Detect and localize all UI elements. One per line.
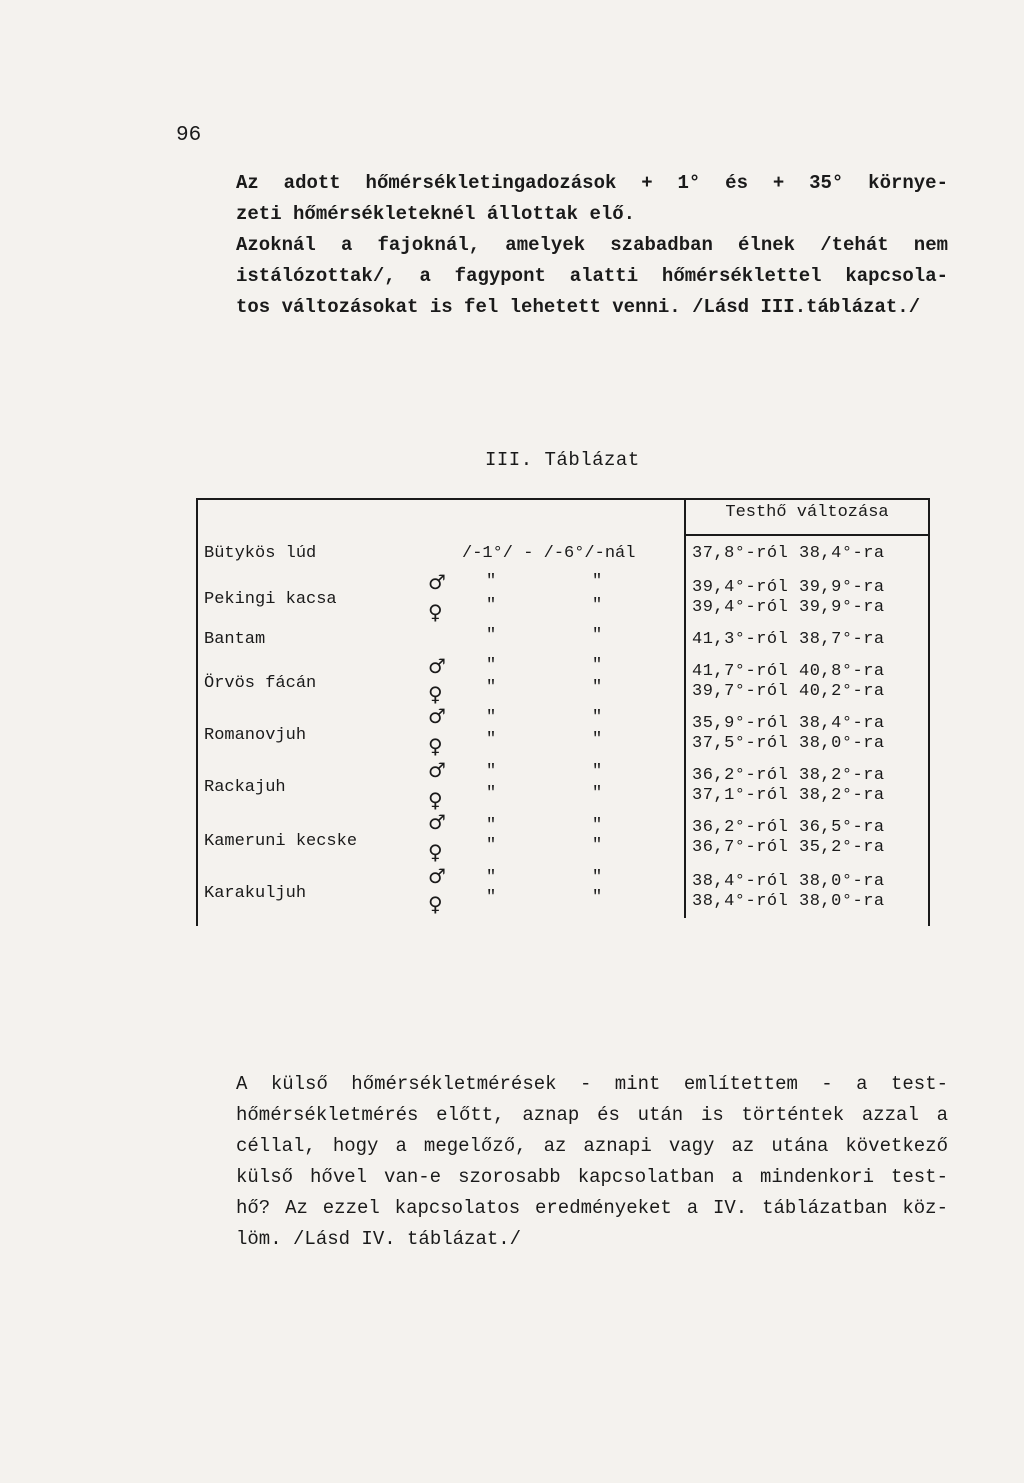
- value-cell: 35,9°-ról 38,4°-ra: [692, 714, 885, 733]
- female-symbol: ♀: [428, 734, 443, 758]
- ditto-mark: ": [592, 626, 603, 645]
- text-line: zeti hőmérsékleteknél állottak elő.: [236, 203, 636, 225]
- text-line: külső hővel van-e szorosabb kapcsolatban a mindenkori test-: [236, 1166, 948, 1188]
- female-symbol: ♀: [428, 788, 443, 812]
- ditto-mark: ": [486, 708, 497, 727]
- ditto-mark: ": [592, 762, 603, 781]
- ditto-mark: ": [592, 708, 603, 727]
- table-right-border: [928, 498, 930, 926]
- paragraph-intro: [236, 168, 948, 230]
- ditto-mark: ": [486, 678, 497, 697]
- table-mid-border: [684, 498, 686, 918]
- ditto-mark: ": [592, 816, 603, 835]
- row-name-orvos-facan: Örvös fácán: [204, 674, 317, 693]
- female-symbol: ♀: [428, 600, 443, 624]
- table-top-border: [196, 498, 930, 500]
- row-name-butykos-lud: Bütykös lúd: [204, 544, 317, 563]
- value-cell: 37,5°-ról 38,0°-ra: [692, 734, 885, 753]
- row-name-romanovjuh: Romanovjuh: [204, 726, 307, 745]
- value-cell: 39,4°-ról 39,9°-ra: [692, 578, 885, 597]
- ditto-mark: ": [592, 730, 603, 749]
- ditto-mark: ": [592, 678, 603, 697]
- paragraph-external-measurements: [236, 1069, 948, 1255]
- ditto-mark: ": [486, 656, 497, 675]
- table-header: Testhő változása: [725, 503, 889, 522]
- value-cell: 39,7°-ról 40,2°-ra: [692, 682, 885, 701]
- male-symbol: ♂: [428, 758, 446, 782]
- value-cell: 38,4°-ról 38,0°-ra: [692, 892, 885, 911]
- table-title: III. Táblázat: [485, 449, 640, 471]
- ditto-mark: ": [486, 868, 497, 887]
- text-line: hőmérsékletmérés előtt, aznap és után is történtek azzal a: [236, 1104, 948, 1126]
- male-symbol: ♂: [428, 570, 446, 594]
- ditto-mark: ": [486, 626, 497, 645]
- text-line: tos változásokat is fel lehetett venni. /Lásd III.táblázat./: [236, 296, 921, 318]
- text-line: istálózottak/, a fagypont alatti hőmérséklettel kapcsola-: [236, 265, 948, 287]
- ditto-mark: ": [486, 836, 497, 855]
- ditto-mark: ": [486, 572, 497, 591]
- row-name-kameruni-kecske: Kameruni kecske: [204, 832, 358, 851]
- text-line: A külső hőmérsékletmérések - mint említettem - a test-: [236, 1073, 948, 1095]
- ditto-mark: ": [592, 868, 603, 887]
- row-name-karakuljuh: Karakuljuh: [204, 884, 307, 903]
- value-cell: 37,8°-ról 38,4°-ra: [692, 544, 885, 563]
- ditto-mark: ": [592, 784, 603, 803]
- ditto-mark: ": [486, 888, 497, 907]
- ditto-mark: ": [592, 836, 603, 855]
- value-cell: 38,4°-ról 38,0°-ra: [692, 872, 885, 891]
- male-symbol: ♂: [428, 704, 446, 728]
- row-name-pekingi-kacsa: Pekingi kacsa: [204, 590, 337, 609]
- male-symbol: ♂: [428, 654, 446, 678]
- text-line: céllal, hogy a megelőző, az aznapi vagy az utána következő: [236, 1135, 948, 1157]
- female-symbol: ♀: [428, 892, 443, 916]
- text-line: hő? Az ezzel kapcsolatos eredményeket a IV. táblázatban köz-: [236, 1197, 948, 1219]
- value-cell: 36,7°-ról 35,2°-ra: [692, 838, 885, 857]
- value-cell: 41,3°-ról 38,7°-ra: [692, 630, 885, 649]
- value-cell: 36,2°-ról 38,2°-ra: [692, 766, 885, 785]
- ditto-mark: ": [592, 596, 603, 615]
- page-number: 96: [176, 124, 202, 147]
- temperature-table: [196, 498, 930, 926]
- value-cell: 39,4°-ról 39,9°-ra: [692, 598, 885, 617]
- ditto-mark: ": [486, 816, 497, 835]
- ditto-mark: ": [486, 762, 497, 781]
- paragraph-species: [236, 230, 948, 323]
- value-cell: 41,7°-ról 40,8°-ra: [692, 662, 885, 681]
- ditto-mark: ": [592, 572, 603, 591]
- ditto-mark: ": [592, 888, 603, 907]
- male-symbol: ♂: [428, 864, 446, 888]
- ditto-mark: ": [486, 730, 497, 749]
- female-symbol: ♀: [428, 840, 443, 864]
- condition-label: /-1°/ - /-6°/-nál: [462, 544, 636, 563]
- ditto-mark: ": [486, 596, 497, 615]
- value-cell: 37,1°-ról 38,2°-ra: [692, 786, 885, 805]
- value-cell: 36,2°-ról 36,5°-ra: [692, 818, 885, 837]
- female-symbol: ♀: [428, 682, 443, 706]
- text-line: Azoknál a fajoknál, amelyek szabadban élnek /tehát nem: [236, 234, 948, 256]
- text-line: löm. /Lásd IV. táblázat./: [236, 1228, 522, 1250]
- ditto-mark: ": [592, 656, 603, 675]
- text-line: Az adott hőmérsékletingadozások + 1° és + 35° környe-: [236, 172, 948, 194]
- table-header-underline: [684, 534, 930, 536]
- table-left-border: [196, 498, 198, 926]
- row-name-bantam: Bantam: [204, 630, 266, 649]
- row-name-rackajuh: Rackajuh: [204, 778, 286, 797]
- ditto-mark: ": [486, 784, 497, 803]
- male-symbol: ♂: [428, 810, 446, 834]
